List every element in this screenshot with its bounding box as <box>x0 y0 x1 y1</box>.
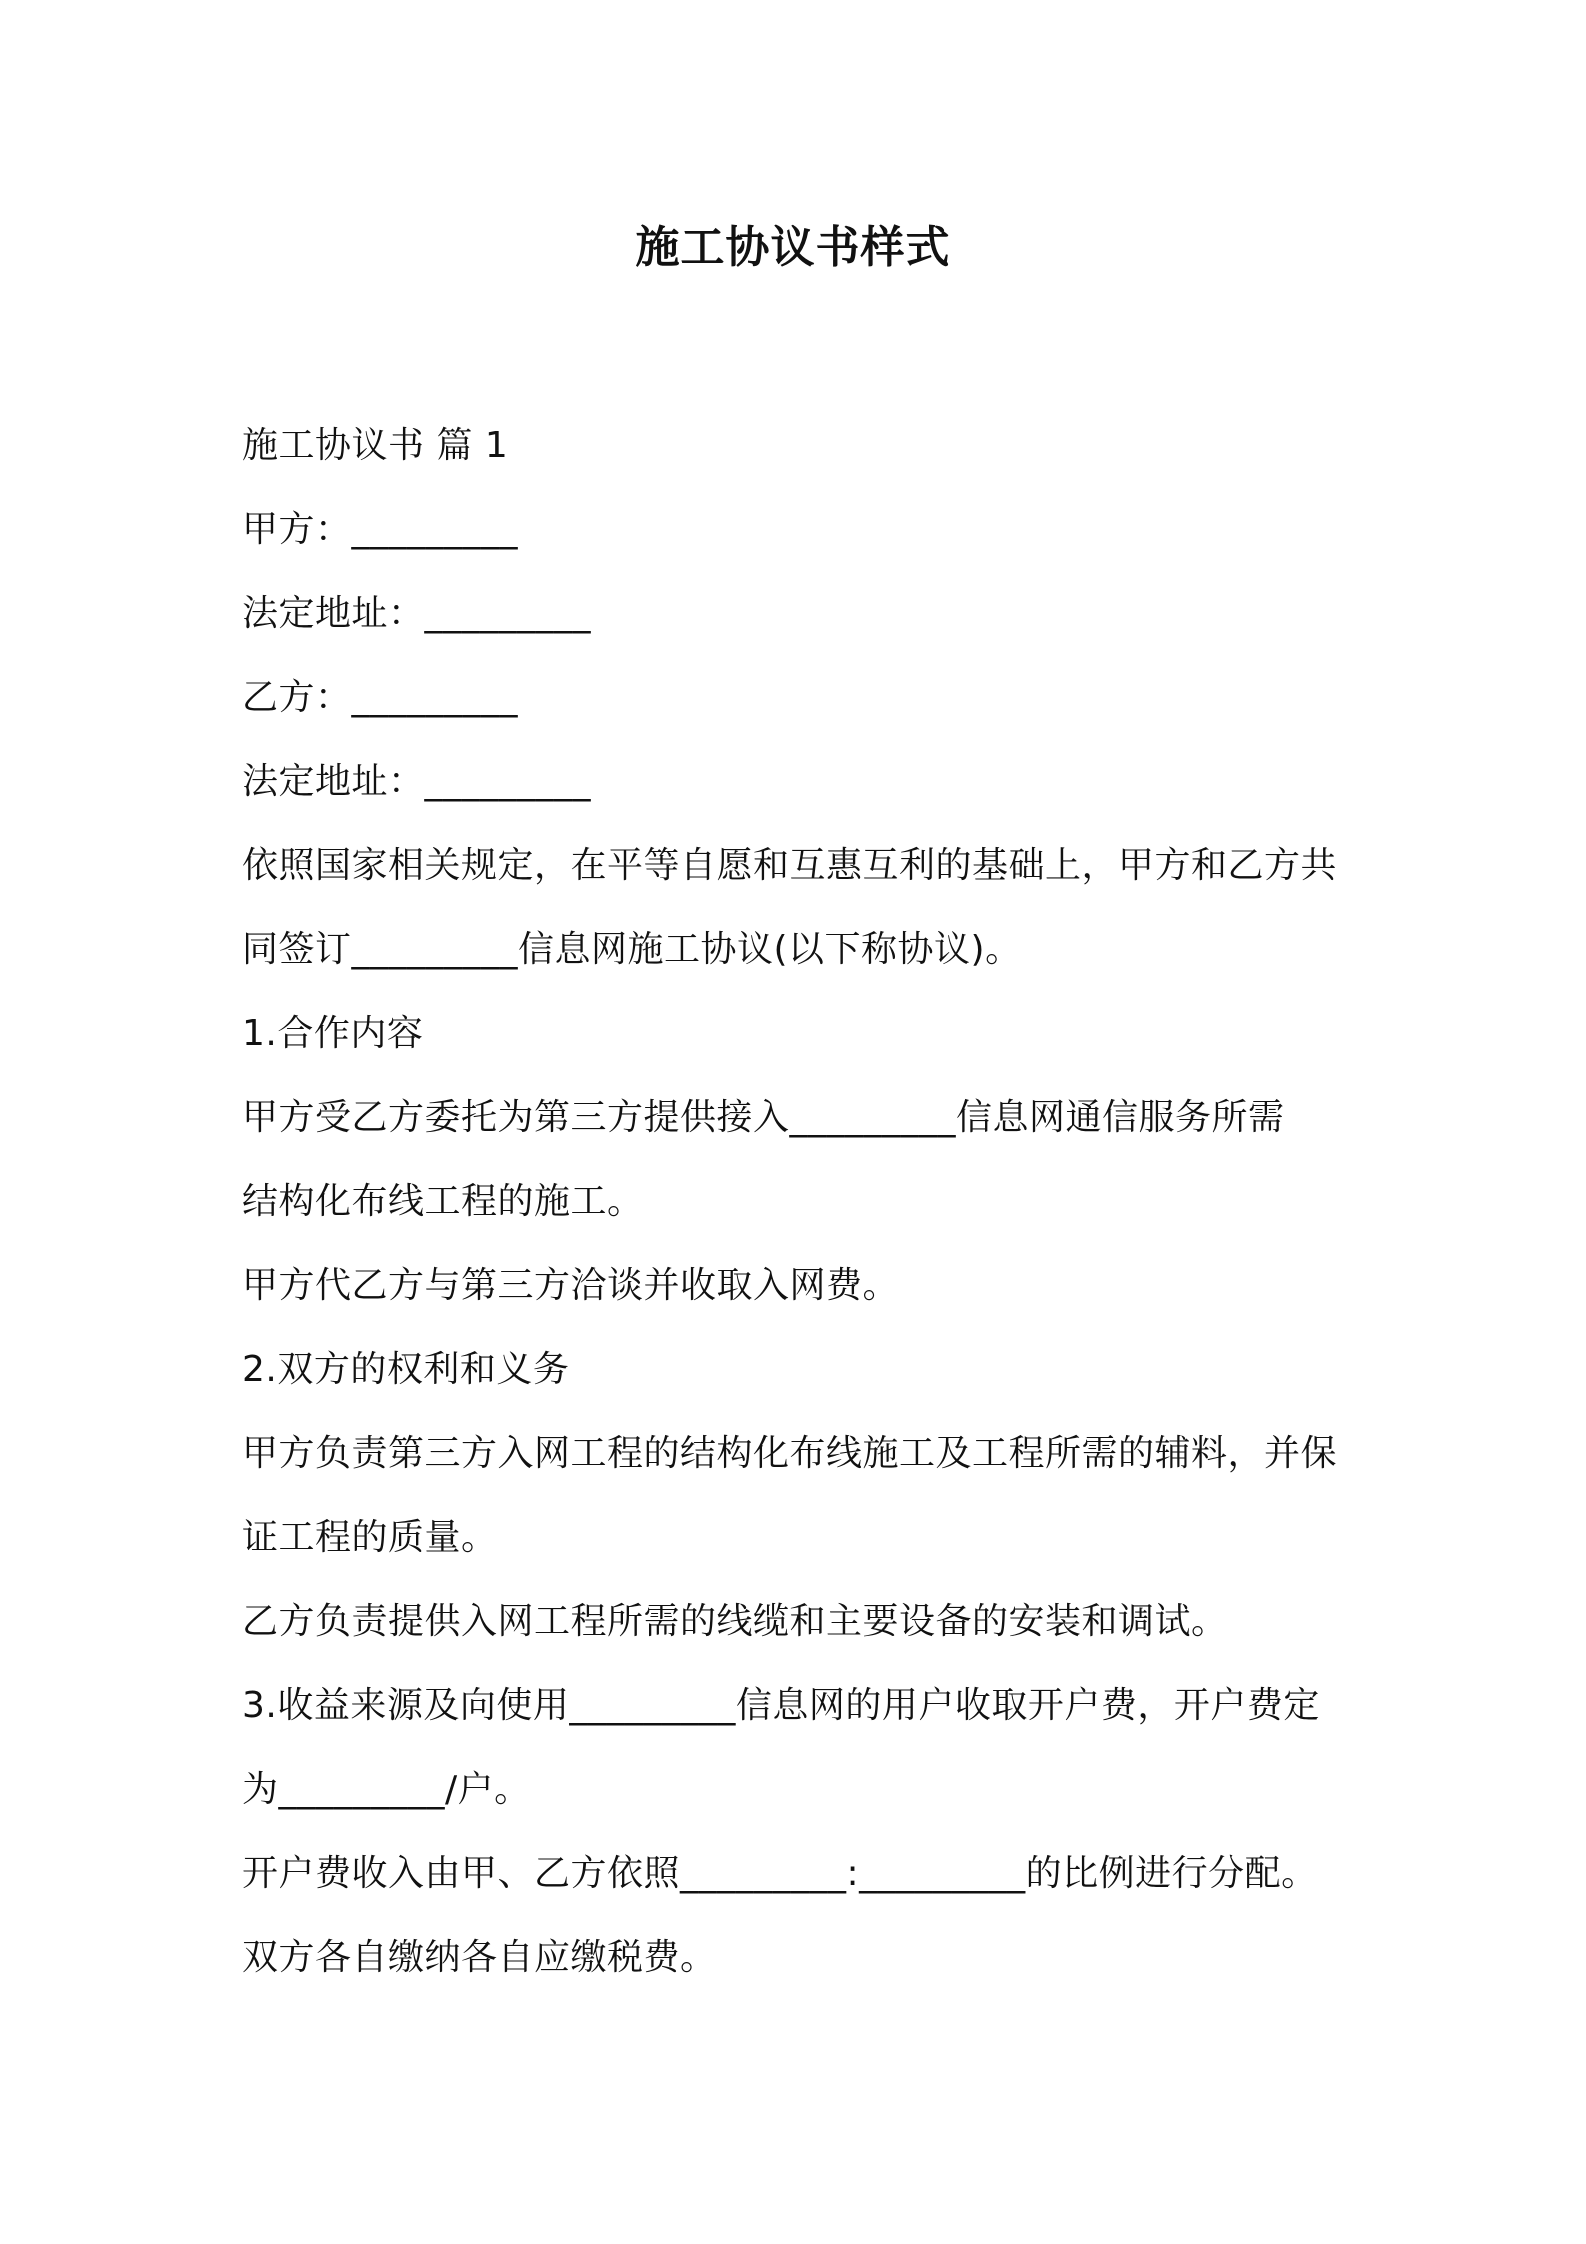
clause-heading: 2.双方的权利和义务 <box>242 1349 570 1390</box>
section-heading: 施工协议书 篇 1 <box>242 425 509 466</box>
paragraph-line: 同签订_________信息网施工协议(以下称协议)。 <box>242 929 1022 970</box>
paragraph-line: 结构化布线工程的施工。 <box>242 1181 644 1222</box>
paragraph-line: 开户费收入由甲、乙方依照_________:_________的比例进行分配。 <box>242 1853 1318 1894</box>
paragraph-line: 甲方受乙方委托为第三方提供接入_________信息网通信服务所需 <box>242 1097 1285 1138</box>
party-a-field: 甲方：_________ <box>242 509 519 550</box>
party-a-address-field: 法定地址：_________ <box>242 593 592 634</box>
paragraph-line: 依照国家相关规定，在平等自愿和互惠互利的基础上，甲方和乙方共 <box>242 845 1338 886</box>
clause-line: 3.收益来源及向使用_________信息网的用户收取开户费，开户费定 <box>242 1685 1320 1726</box>
paragraph-line: 为_________/户。 <box>242 1769 531 1810</box>
paragraph-line: 证工程的质量。 <box>242 1517 498 1558</box>
paragraph-line: 双方各自缴纳各自应缴税费。 <box>242 1937 717 1978</box>
party-b-address-field: 法定地址：_________ <box>242 761 592 802</box>
paragraph-line: 甲方代乙方与第三方洽谈并收取入网费。 <box>242 1265 900 1306</box>
document-title: 施工协议书样式 <box>635 222 951 273</box>
document-body <box>242 404 1372 2000</box>
paragraph-line: 乙方负责提供入网工程所需的线缆和主要设备的安装和调试。 <box>242 1601 1228 1642</box>
paragraph-line: 甲方负责第三方入网工程的结构化布线施工及工程所需的辅料，并保 <box>242 1433 1338 1474</box>
party-b-field: 乙方：_________ <box>242 677 519 718</box>
clause-heading: 1.合作内容 <box>242 1013 424 1054</box>
